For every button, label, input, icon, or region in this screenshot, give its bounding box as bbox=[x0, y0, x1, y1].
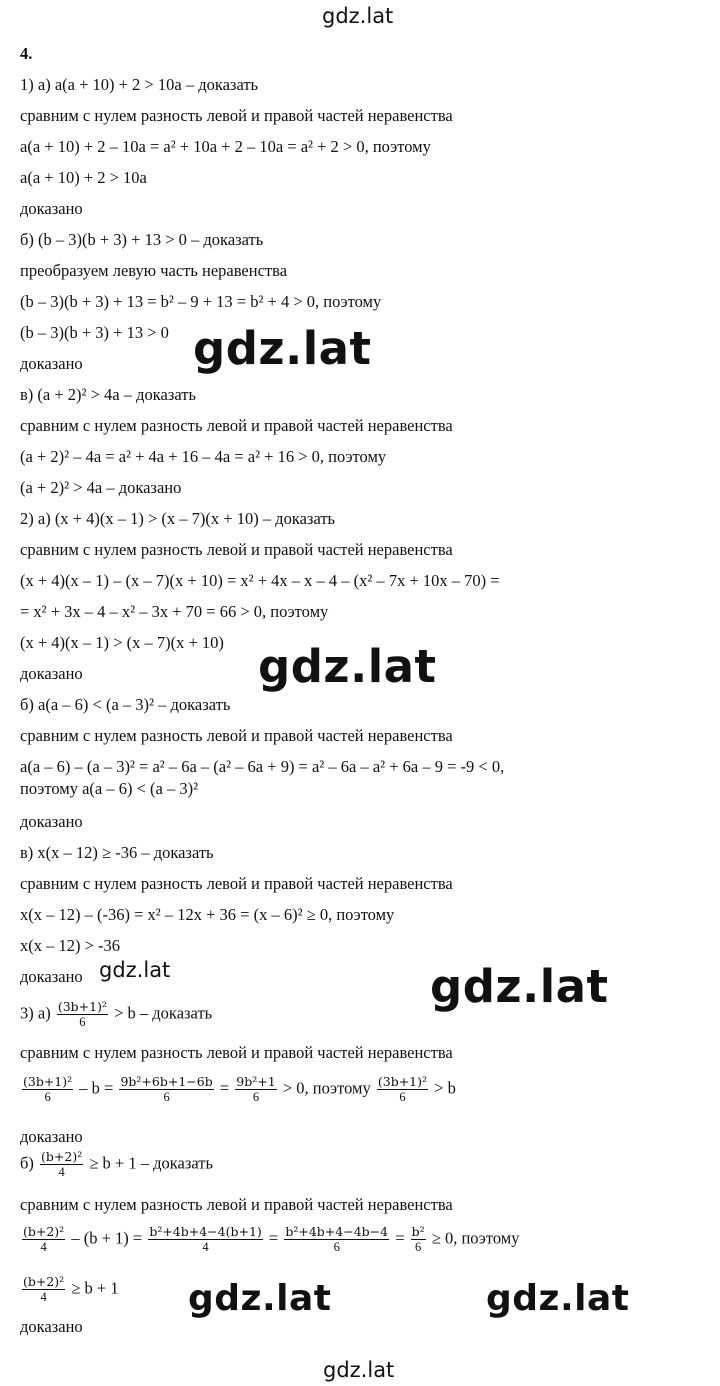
part1-v-calc: (a + 2)² – 4a = a² + 4a + 16 – 4a = a² + 16 > 0, поэтому bbox=[20, 447, 387, 466]
watermark-large-1: gdz.lat bbox=[193, 322, 372, 375]
part3-a-calc bbox=[20, 1075, 456, 1104]
fraction bbox=[235, 1075, 276, 1104]
part3-b-result bbox=[20, 1275, 119, 1304]
part1-a-compare: сравним с нулем разность левой и правой частей неравенства bbox=[20, 106, 453, 125]
fraction bbox=[22, 1275, 65, 1304]
part1-a-calc: a(a + 10) + 2 – 10a = a² + 10a + 2 – 10a = a² + 2 > 0, поэтому bbox=[20, 137, 431, 156]
fraction bbox=[148, 1225, 262, 1254]
calc-text: = bbox=[395, 1228, 405, 1248]
fraction bbox=[377, 1075, 428, 1104]
fraction bbox=[40, 1150, 83, 1179]
watermark-large-3: gdz.lat bbox=[430, 960, 609, 1013]
part2-b-task: б) a(a – 6) < (a – 3)² – доказать bbox=[20, 695, 231, 714]
part2-v-task: в) x(x – 12) ≥ -36 – доказать bbox=[20, 843, 214, 862]
fraction-numerator: (b+2)² bbox=[41, 1149, 83, 1164]
fraction-denominator: 4 bbox=[40, 1240, 47, 1254]
fraction-denominator: 6 bbox=[44, 1090, 51, 1104]
part3-b-calc bbox=[20, 1225, 519, 1254]
part2-b-result: поэтому a(a – 6) < (a – 3)² bbox=[20, 779, 199, 798]
part2-v-calc: x(x – 12) – (-36) = x² – 12x + 36 = (x – 6)² ≥ 0, поэтому bbox=[20, 905, 395, 924]
part3-b-compare: сравним с нулем разность левой и правой частей неравенства bbox=[20, 1195, 453, 1214]
fraction-numerator: 9b²+6b+1−6b bbox=[120, 1074, 213, 1089]
fraction-denominator: 6 bbox=[163, 1090, 170, 1104]
part2-b-calc: a(a – 6) – (a – 3)² = a² – 6a – (a² – 6a + 9) = a² – 6a – a² + 6a – 9 = -9 < 0, bbox=[20, 757, 505, 776]
part3-b-task bbox=[20, 1150, 213, 1179]
calc-text: – (b + 1) = bbox=[71, 1228, 143, 1248]
watermark-bottom: gdz.lat bbox=[323, 1358, 395, 1382]
fraction-numerator: (b+2)² bbox=[23, 1274, 65, 1289]
part2-v-result: x(x – 12) > -36 bbox=[20, 936, 121, 955]
part2-v-proved: доказано bbox=[20, 967, 83, 986]
fraction-numerator: b² bbox=[411, 1224, 425, 1239]
watermark-large-5: gdz.lat bbox=[486, 1278, 630, 1319]
calc-text: = bbox=[219, 1078, 230, 1098]
part1-v-result: (a + 2)² > 4a – доказано bbox=[20, 478, 182, 497]
part2-a-task: 2) а) (x + 4)(x – 1) > (x – 7)(x + 10) – доказать bbox=[20, 509, 336, 528]
part1-v-compare: сравним с нулем разность левой и правой частей неравенства bbox=[20, 416, 453, 435]
fraction-denominator: 6 bbox=[252, 1090, 260, 1104]
fraction bbox=[411, 1225, 426, 1254]
fraction-numerator: (3b+1)² bbox=[23, 1074, 73, 1089]
part2-a-result: (x + 4)(x – 1) > (x – 7)(x + 10) bbox=[20, 633, 224, 652]
fraction-denominator: 4 bbox=[202, 1240, 209, 1254]
part2-b-proved: доказано bbox=[20, 812, 83, 831]
calc-text: ≥ b + 1 bbox=[71, 1278, 119, 1298]
calc-text: – b = bbox=[79, 1078, 114, 1098]
fraction bbox=[22, 1225, 65, 1254]
part3-a-prefix: 3) а) bbox=[20, 1003, 51, 1023]
part3-a-task bbox=[20, 1000, 212, 1029]
part3-b-proved: доказано bbox=[20, 1317, 83, 1336]
part1-b-proved: доказано bbox=[20, 354, 83, 373]
calc-text: > 0, поэтому bbox=[282, 1078, 371, 1098]
part1-v-task: в) (a + 2)² > 4a – доказать bbox=[20, 385, 196, 404]
part3-b-suffix: ≥ b + 1 – доказать bbox=[89, 1153, 213, 1173]
fraction-numerator: 9b²+1 bbox=[236, 1074, 276, 1089]
part1-b-transform: преобразуем левую часть неравенства bbox=[20, 261, 288, 280]
fraction-denominator: 6 bbox=[79, 1015, 86, 1029]
fraction-denominator: 6 bbox=[415, 1240, 422, 1254]
watermark-large-4: gdz.lat bbox=[188, 1278, 332, 1319]
watermark-small-mid: gdz.lat bbox=[99, 958, 171, 982]
fraction-numerator: b²+4b+4−4(b+1) bbox=[149, 1224, 262, 1239]
fraction bbox=[119, 1075, 213, 1104]
calc-text: ≥ 0, поэтому bbox=[431, 1228, 520, 1248]
part2-a-calc-1: (x + 4)(x – 1) – (x – 7)(x + 10) = x² + 4x – x – 4 – (x² – 7x + 10x – 70) = bbox=[20, 571, 500, 590]
part3-b-prefix: б) bbox=[20, 1153, 34, 1173]
part1-a-proved: доказано bbox=[20, 199, 83, 218]
part2-a-proved: доказано bbox=[20, 664, 83, 683]
part3-a-suffix: > b – доказать bbox=[114, 1003, 213, 1023]
part1-a-result: a(a + 10) + 2 > 10a bbox=[20, 168, 147, 187]
fraction-numerator: (3b+1)² bbox=[377, 1074, 428, 1089]
fraction-denominator: 6 bbox=[333, 1240, 340, 1254]
fraction bbox=[57, 1000, 108, 1029]
part1-b-result: (b – 3)(b + 3) + 13 > 0 bbox=[20, 323, 169, 342]
part2-b-compare: сравним с нулем разность левой и правой частей неравенства bbox=[20, 726, 453, 745]
problem-number: 4. bbox=[20, 44, 33, 63]
part2-a-calc-2: = x² + 3x – 4 – x² – 3x + 70 = 66 > 0, поэтому bbox=[20, 602, 329, 621]
fraction-numerator: (3b+1)² bbox=[57, 999, 107, 1014]
fraction-denominator: 6 bbox=[399, 1090, 406, 1104]
calc-text: > b bbox=[434, 1078, 456, 1098]
fraction-denominator: 4 bbox=[40, 1290, 47, 1304]
part3-a-proved: доказано bbox=[20, 1127, 83, 1146]
fraction-numerator: b²+4b+4−4b−4 bbox=[285, 1224, 389, 1239]
fraction-numerator: (b+2)² bbox=[23, 1224, 65, 1239]
calc-text: = bbox=[268, 1228, 279, 1248]
part1-b-calc: (b – 3)(b + 3) + 13 = b² – 9 + 13 = b² + 4 > 0, поэтому bbox=[20, 292, 382, 311]
fraction bbox=[284, 1225, 389, 1254]
part2-v-compare: сравним с нулем разность левой и правой частей неравенства bbox=[20, 874, 453, 893]
fraction-denominator: 4 bbox=[58, 1165, 65, 1179]
part1-b-task: б) (b – 3)(b + 3) + 13 > 0 – доказать bbox=[20, 230, 264, 249]
part3-a-compare: сравним с нулем разность левой и правой частей неравенства bbox=[20, 1043, 453, 1062]
fraction bbox=[22, 1075, 73, 1104]
watermark-large-2: gdz.lat bbox=[258, 640, 437, 693]
part2-a-compare: сравним с нулем разность левой и правой частей неравенства bbox=[20, 540, 453, 559]
part1-a-task: 1) а) a(a + 10) + 2 > 10a – доказать bbox=[20, 75, 259, 94]
watermark-top: gdz.lat bbox=[322, 4, 394, 28]
